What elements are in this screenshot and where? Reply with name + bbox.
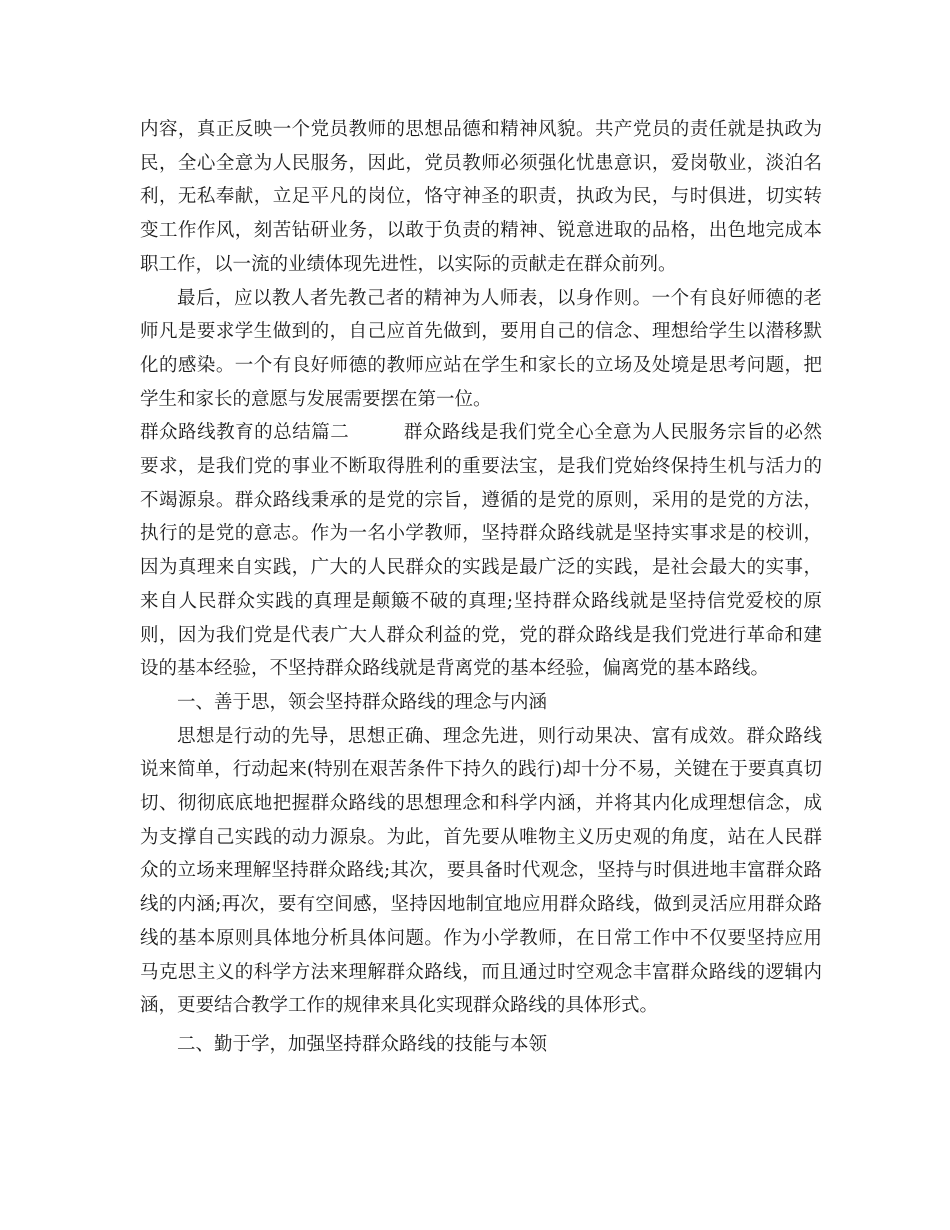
section-paragraph: 群众路线是我们党全心全意为人民服务宗旨的必然要求，是我们党的事业不断取得胜利的重要法宝，是我们党始终保持生机与活力的不竭源泉。群众路线秉承的是党的宗旨，遵循的是党的原则，采用的是党的方法，执行的是党的意志。作为一名小学教师，坚持群众路线就是坚持实事求是的校训，因为真理来自实践，广大的人民群众的实践是最广泛的实践，是社会最大的实事，来自人民群众实践的真理是颠簸不破的真理;坚持群众路线就是坚持信党爱校的原则，因为我们党是代表广大人群众利益的党，党的群众路线是我们党进行革命和建设的基本经验，不坚持群众路线就是背离党的基本经验，偏离党的基本路线。: [140, 422, 822, 680]
document-body: [140, 113, 822, 1062]
heading-two: 二、勤于学，加强坚持群众路线的技能与本领: [177, 1033, 548, 1055]
section-title: 群众路线教育的总结篇二: [140, 422, 350, 444]
paragraph-continued: 内容，真正反映一个党员教师的思想品德和精神风貌。共产党员的责任就是执政为民，全心全意为人民服务，因此，党员教师必须强化忧患意识，爱岗敬业，淡泊名利，无私奉献，立足平凡的岗位，恪守神圣的职责，执政为民，与时俱进，切实转变工作作风，刻苦钻研业务，以敢于负责的精神、锐意进取的品格，出色地完成本职工作，以一流的业绩体现先进性，以实际的贡献走在群众前列。: [140, 119, 822, 275]
paragraph-thinking: 思想是行动的先导，思想正确、理念先进，则行动果决、富有成效。群众路线说来简单，行动起来(特别在艰苦条件下持久的践行)却十分不易，关键在于要真真切切、彻彻底底地把握群众路线的思想理念和科学内涵，并将其内化成理想信念，成为支撑自己实践的动力源泉。为此，首先要从唯物主义历史观的角度，站在人民群众的立场来理解坚持群众路线;其次，要具备时代观念，坚持与时俱进地丰富群众路线的内涵;再次，要有空间感，坚持因地制宜地应用群众路线，做到灵活应用群众路线的基本原则具体地分析具体问题。作为小学教师，在日常工作中不仅要坚持应用马克思主义的科学方法来理解群众路线，而且通过时空观念丰富群众路线的逻辑内涵，更要结合教学工作的规律来具化实现群众路线的具体形式。: [140, 725, 822, 1017]
paragraph-finally: 最后，应以教人者先教己者的精神为人师表，以身作则。一个有良好师德的老师凡是要求学生做到的，自己应首先做到，要用自己的信念、理想给学生以潜移默化的感染。一个有良好师德的教师应站在学生和家长的立场及处境是思考问题，把学生和家长的意愿与发展需要摆在第一位。: [140, 287, 822, 410]
section-two-block: [140, 416, 822, 686]
heading-one: 一、善于思，领会坚持群众路线的理念与内涵: [177, 691, 548, 713]
